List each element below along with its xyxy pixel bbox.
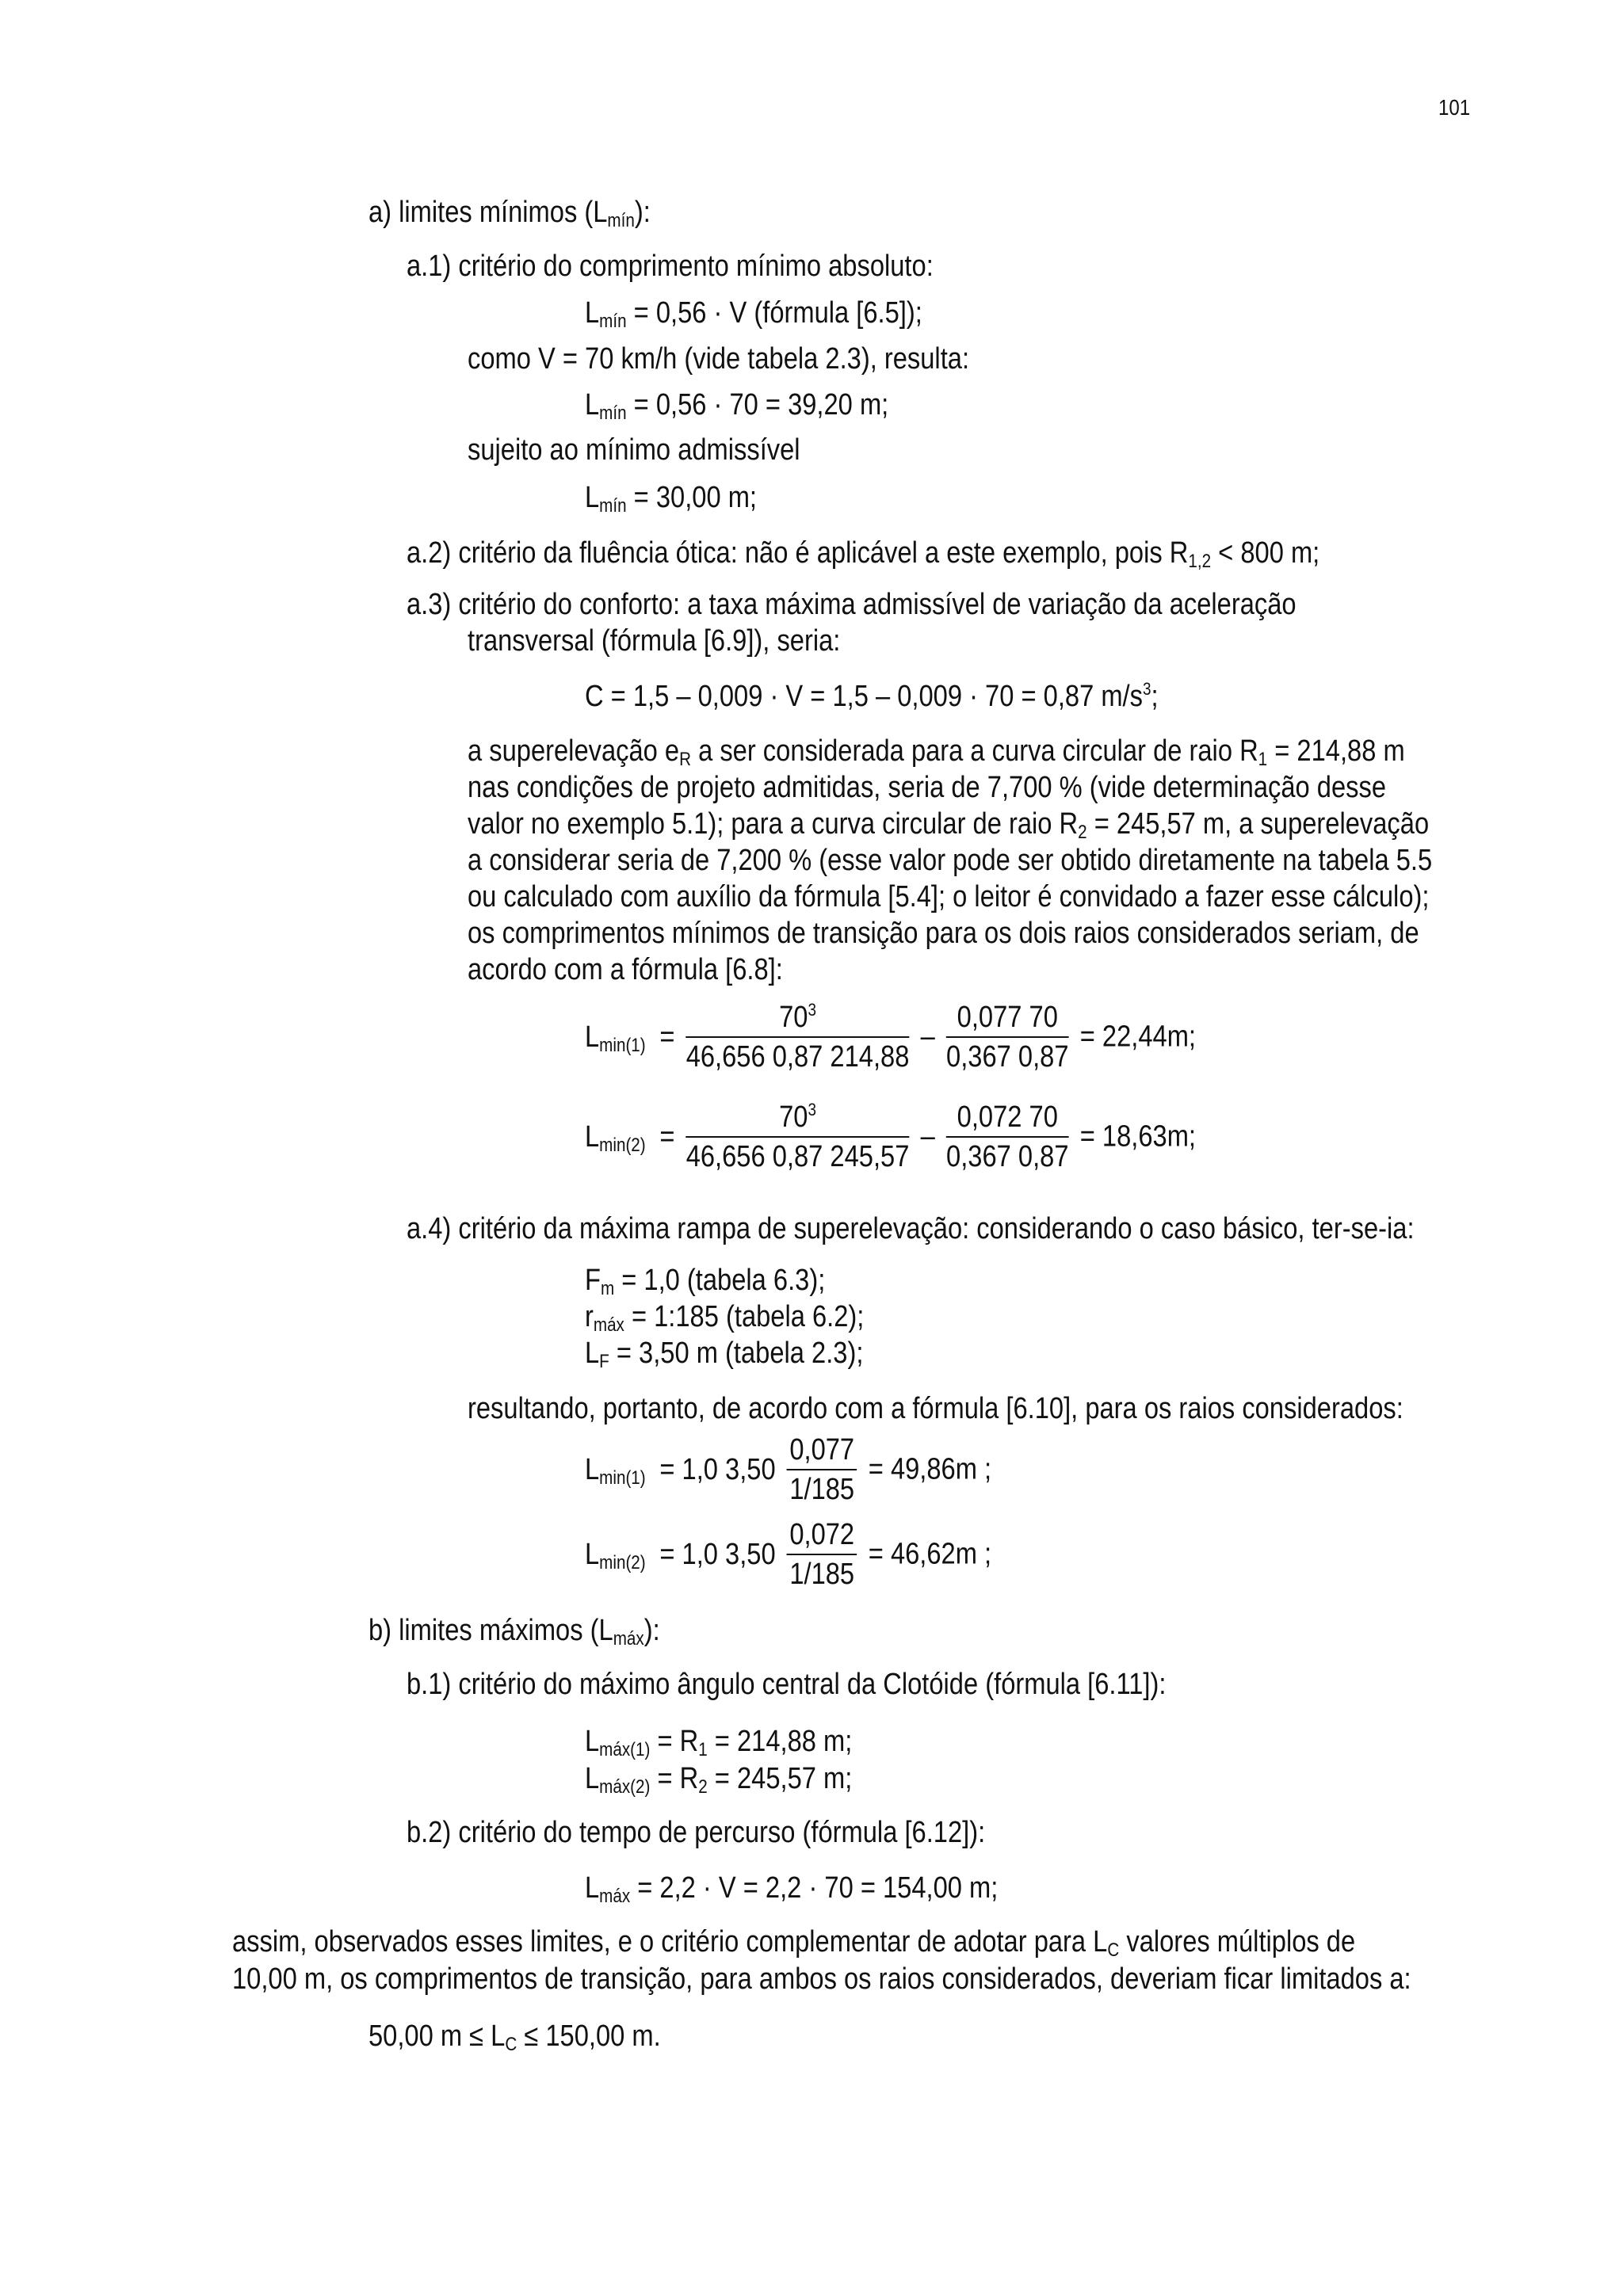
section-a-heading: a) limites mínimos $(L_{mín})$:	[369, 196, 651, 231]
fraction: $\frac{70^3}{46,656 0,87 214,88}$	[685, 1000, 910, 1074]
a3-equation-2: $L_{min(2)}$ = $\frac{70^3}{46,656 0,87 245,57}$ – $\frac{0,072 70}{0,367 0,87}$ = 18,63m;	[585, 1100, 1197, 1173]
a1-line-2: como V = 70 km/h (vide tabela 2.3), resulta:	[468, 342, 970, 376]
a1-formula-3: $L_{mín} = 30,00$ m;	[585, 481, 758, 517]
a4-formula-2: $r_{máx}$ = 1:185 (tabela 6.2);	[585, 1300, 865, 1336]
a4-equation-2: $L_{min(2)} = 1,0$ 3,50 $\frac{0,072}{1/185}$ = 46,62m ;	[585, 1518, 992, 1591]
a1-formula-1: $L_{mín} = 0,56 \cdot V$ (fórmula [6.5]);	[585, 296, 922, 332]
a3-equation-1: $L_{min(1)}$ = $\frac{70^3}{46,656 0,87 214,88}$ – $\frac{0,077 70}{0,367 0,87}$ = 22,44m;	[585, 1000, 1197, 1074]
b1-title: b.1) critério do máximo ângulo central da Clotóide (fórmula [6.11]):	[407, 1668, 1167, 1701]
a1-line-3: sujeito ao mínimo admissível	[468, 433, 800, 467]
a3-paragraph-line-6: os comprimentos mínimos de transição para os dois raios considerados seriam, de	[468, 917, 1419, 950]
a1-title: a.1) critério do comprimento mínimo absoluto:	[407, 250, 934, 283]
a3-paragraph-line-1: a superelevação $e_R$ a ser considerada para a curva circular de raio $R_1 = 214,88$ m	[468, 734, 1405, 770]
a4-title: a.4) critério da máxima rampa de superelevação: considerando o caso básico, ter-se-ia:	[407, 1212, 1415, 1245]
a3-paragraph-line-4: a considerar seria de 7,200 % (esse valor pode ser obtido diretamente na tabela 5.5	[468, 844, 1433, 877]
fraction: $\frac{0,072}{1/185}$	[787, 1517, 857, 1592]
b1-formula-1: $L_{máx(1)} = R_1 = 214,88$ m;	[585, 1725, 853, 1760]
conclusion-line-1: assim, observados esses limites, e o critério complementar de adotar para $L_C$ valores múltiplos de	[232, 1925, 1356, 1961]
a3-formula: C = 1,5 – 0,009 · V = 1,5 – 0,009 · 70 = 0,87 $m/s^3$;	[585, 679, 1159, 713]
a3-line-2: transversal (fórmula [6.9]), seria:	[468, 624, 841, 658]
fraction: $\frac{0,077 70}{0,367 0,87}$	[946, 1001, 1069, 1074]
a4-formula-3: $L_F = 3,50$ m (tabela 2.3);	[585, 1337, 864, 1372]
page-number: 101	[1438, 95, 1471, 120]
a4-equation-1: $L_{min(1)} = 1,0$ 3,50 $\frac{0,077}{1/185}$ = 49,86m ;	[585, 1433, 992, 1506]
a3-paragraph-line-5: ou calculado com auxílio da fórmula [5.4]; o leitor é convidado a fazer esse cálculo);	[468, 880, 1430, 913]
fraction: $\frac{70^3}{46,656 0,87 245,57}$	[685, 1100, 910, 1173]
a3-paragraph-line-3: valor no exemplo 5.1); para a curva circular de raio $R_2 = 245,57$ m, a superelevação	[468, 807, 1430, 843]
conclusion-line-2: 10,00 m, os comprimentos de transição, para ambos os raios considerados, deveriam ficar limitados a:	[232, 1962, 1411, 1996]
b2-title: b.2) critério do tempo de percurso (fórmula [6.12]):	[407, 1816, 986, 1849]
a3-paragraph-line-7: acordo com a fórmula [6.8]:	[468, 953, 783, 986]
a4-line: resultando, portanto, de acordo com a fórmula [6.10], para os raios considerados:	[468, 1392, 1403, 1425]
a1-formula-2: $L_{mín} = 0,56 \cdot 70 = 39,20$ m;	[585, 388, 889, 424]
a3-line-1: a.3) critério do conforto: a taxa máxima admissível de variação da aceleração	[407, 588, 1296, 621]
a2-line: a.2) critério da fluência ótica: não é aplicável a este exemplo, pois $R_{1,2} < 800$ m;	[407, 536, 1320, 572]
b2-formula-1: $L_{máx} = 2,2 \cdot V = 2,2 \cdot 70 = 154,00$ m;	[585, 1871, 999, 1907]
a3-paragraph-line-2: nas condições de projeto admitidas, seria de 7,700 % (vide determinação desse	[468, 771, 1387, 804]
conclusion-result: 50,00 $m \le L_C \le 150,00$ m.	[369, 2019, 661, 2055]
a4-formula-1: $F_m = 1,0$ (tabela 6.3);	[585, 1264, 826, 1299]
fraction: $\frac{0,072 70}{0,367 0,87}$	[946, 1100, 1069, 1173]
b1-formula-2: $L_{máx(2)} = R_2 = 245,57$ m;	[585, 1762, 853, 1798]
fraction: $\frac{0,077}{1/185}$	[787, 1432, 857, 1507]
section-b-heading: b) limites máximos $(L_{máx})$:	[369, 1614, 660, 1650]
